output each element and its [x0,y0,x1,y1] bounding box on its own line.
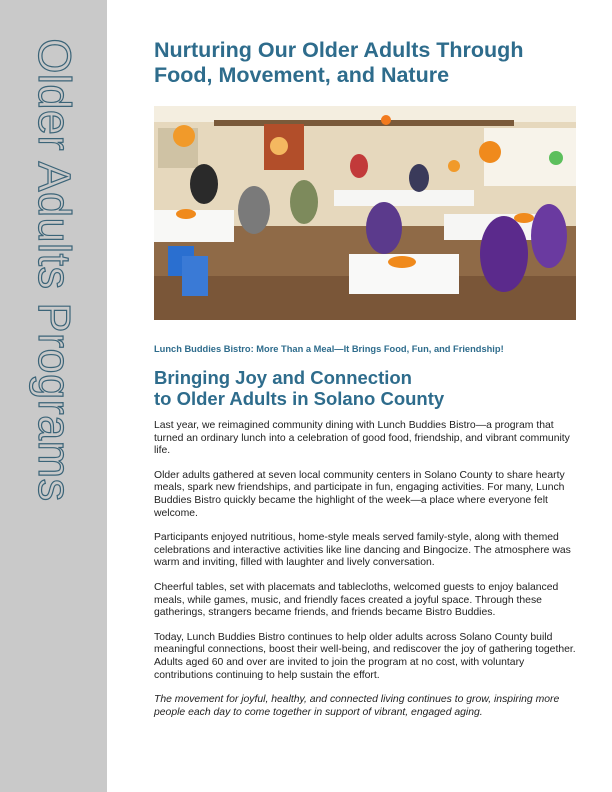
article-body [154,420,578,731]
paragraph-3: Participants enjoyed nutritious, home-style meals served family-style, along with themed celebrations and interactive activities like line dancing and Bingocize. The atmosphere was warm and inviting, filled with laughter and lively conversation. [154,532,571,569]
sidebar-title: Older Adults Programs [29,38,80,502]
paragraph-1: Last year, we reimagined community dining with Lunch Buddies Bistro—a program that turned an ordinary lunch into a celebration of good food, friendship, and vibrant community life. [154,420,570,457]
sidebar-band [0,0,107,792]
closing-statement: The movement for joyful, healthy, and connected living continues to grow, inspiring more people each day to come together in support of vibrant, engaged aging. [154,694,560,718]
section-heading [154,367,574,409]
paragraph-2: Older adults gathered at seven local community centers in Solano County to share hearty meals, spark new friendships, and participate in fun, engaging activities. For many, Lunch Buddies Bistro quickly became the highlight of the week—a place where everyone felt welcome. [154,469,565,519]
page-title: Nurturing Our Older Adults Through Food, Movement, and Nature [154,38,524,87]
section-heading-line-2: to Older Adults in Solano County [154,388,445,409]
event-photo [154,106,576,320]
paragraph-4: Cheerful tables, set with placemats and tablecloths, welcomed guests to enjoy balanced meals, while games, music, and friendly faces created a joyful space. Through these gatherings, strangers became friends, and friends became Bistro Buddies. [154,581,559,619]
section-heading-line-1: Bringing Joy and Connection [154,367,412,388]
photo-caption: Lunch Buddies Bistro: More Than a Meal—It Brings Food, Fun, and Friendship! [154,344,504,354]
paragraph-5: Today, Lunch Buddies Bistro continues to help older adults across Solano County build meaningful connections, boost their well-being, and rediscover the joy of gathering together. Adults aged 60 and over are invited to join the program at no cost, with voluntary contributions continuing to help sustain the effort. [154,631,576,681]
